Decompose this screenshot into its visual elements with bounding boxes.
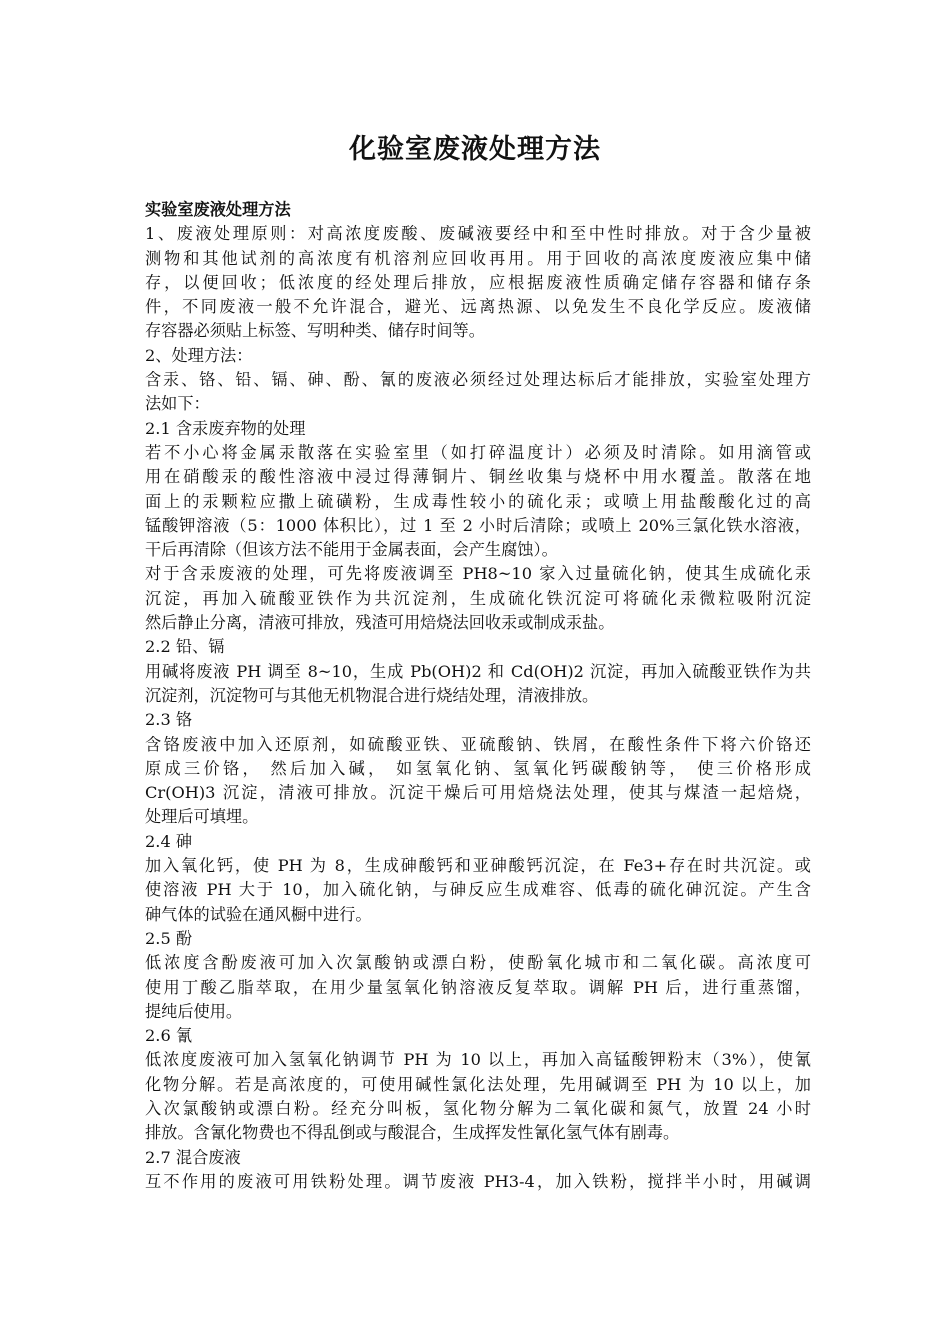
text-line: 然后静止分离，清液可排放，残渣可用焙烧法回收汞或制成汞盐。 — [145, 613, 615, 633]
text-line: 1、废液处理原则：对高浓度废酸、废碱液要经中和至中性时排放。对于含少量被 — [145, 224, 811, 244]
text-line: 锰酸钾溶液（5：1000 体积比），过 1 至 2 小时后清除；或喷上 20%三氯化铁水溶液， — [145, 515, 811, 535]
section-heading: 实验室废液处理方法 — [145, 200, 291, 219]
text-line: 若不小心将金属汞散落在实验室里（如打碎温度计）必须及时清除。如用滴管或 — [145, 442, 811, 462]
text-line: 2.3 铬 — [145, 710, 193, 730]
text-line: 使用丁酸乙脂萃取，在用少量氢氧化钠溶液反复萃取。调解 PH 后，进行重蒸馏， — [145, 977, 811, 997]
text-line: 沉淀剂，沉淀物可与其他无机物混合进行烧结处理，清液排放。 — [145, 685, 599, 705]
text-line: 件，不同废液一般不允许混合，避光、远离热源、以免发生不良化学反应。废液储 — [145, 297, 811, 317]
text-line: 提纯后使用。 — [145, 1001, 243, 1021]
text-line: 原成三价铬， 然后加入碱， 如氢氧化钠、氢氧化钙碳酸钠等， 使三价格形成 — [145, 758, 811, 778]
text-line: 面上的汞颗粒应撒上硫磺粉，生成毒性较小的硫化汞；或喷上用盐酸酸化过的高 — [145, 491, 811, 511]
text-line: 2.1 含汞废弃物的处理 — [145, 418, 306, 438]
text-line: 2.6 氰 — [145, 1026, 193, 1046]
text-line: 含汞、铬、铅、镉、砷、酚、氰的废液必须经过处理达标后才能排放，实验室处理方 — [145, 370, 811, 390]
text-line: 干后再清除（但该方法不能用于金属表面，会产生腐蚀）。 — [145, 540, 558, 560]
text-line: 砷气体的试验在通风橱中进行。 — [145, 904, 372, 924]
text-line: 互不作用的废液可用铁粉处理。调节废液 PH3-4，加入铁粉，搅拌半小时，用碱调 — [145, 1171, 811, 1191]
text-line: 加入氧化钙，使 PH 为 8，生成砷酸钙和亚砷酸钙沉淀，在 Fe3+存在时共沉淀。或 — [145, 856, 811, 876]
document-body — [145, 198, 811, 1194]
text-line: 用在硝酸汞的酸性溶液中浸过得薄铜片、铜丝收集与烧杯中用水覆盖。散落在地 — [145, 467, 811, 487]
text-line: 入次氯酸钠或漂白粉。经充分叫板，氢化物分解为二氧化碳和氮气，放置 24 小时 — [145, 1098, 811, 1118]
text-line: 2.2 铅、镉 — [145, 637, 225, 657]
text-line: 测物和其他试剂的高浓度有机溶剂应回收再用。用于回收的高浓度废液应集中储 — [145, 248, 811, 268]
text-line: 2.5 酚 — [145, 928, 193, 948]
text-line: Cr(OH)3 沉淀，清液可排放。沉淀干燥后可用焙烧法处理，使其与煤渣一起焙烧， — [145, 783, 811, 803]
text-line: 2、处理方法： — [145, 345, 253, 365]
text-line: 2.7 混合废液 — [145, 1147, 241, 1167]
text-line: 法如下： — [145, 394, 210, 414]
text-line: 使溶液 PH 大于 10，加入硫化钠，与砷反应生成难容、低毒的硫化砷沉淀。产生含 — [145, 880, 811, 900]
text-line: 低浓度含酚废液可加入次氯酸钠或漂白粉，使酚氧化城市和二氧化碳。高浓度可 — [145, 953, 811, 973]
text-line: 用碱将废液 PH 调至 8~10，生成 Pb(OH)2 和 Cd(OH)2 沉淀，再加入硫酸亚铁作为共 — [145, 661, 811, 681]
text-line: 2.4 砷 — [145, 831, 193, 851]
document-title: 化验室废液处理方法 — [349, 134, 601, 165]
text-line: 化物分解。若是高浓度的，可使用碱性氯化法处理，先用碱调至 PH 为 10 以上，加 — [145, 1074, 811, 1094]
text-line: 对于含汞废液的处理，可先将废液调至 PH8~10 家入过量硫化钠，使其生成硫化汞 — [145, 564, 811, 584]
text-line: 低浓度废液可加入氢氧化钠调节 PH 为 10 以上，再加入高锰酸钾粉末（3%），使氰 — [145, 1050, 811, 1070]
text-line: 存，以便回收；低浓度的经处理后排放，应根据废液性质确定储存容器和储存条 — [145, 272, 811, 292]
text-line: 存容器必须贴上标签、写明种类、储存时间等。 — [145, 321, 485, 341]
text-line: 处理后可填埋。 — [145, 807, 259, 827]
text-line: 沉淀，再加入硫酸亚铁作为共沉淀剂，生成硫化铁沉淀可将硫化汞微粒吸附沉淀 — [145, 588, 811, 608]
text-line: 含铬废液中加入还原剂，如硫酸亚铁、亚硫酸钠、铁屑，在酸性条件下将六价铬还 — [145, 734, 811, 754]
text-line: 排放。含氰化物费也不得乱倒或与酸混合，生成挥发性氰化氢气体有剧毒。 — [145, 1123, 680, 1143]
